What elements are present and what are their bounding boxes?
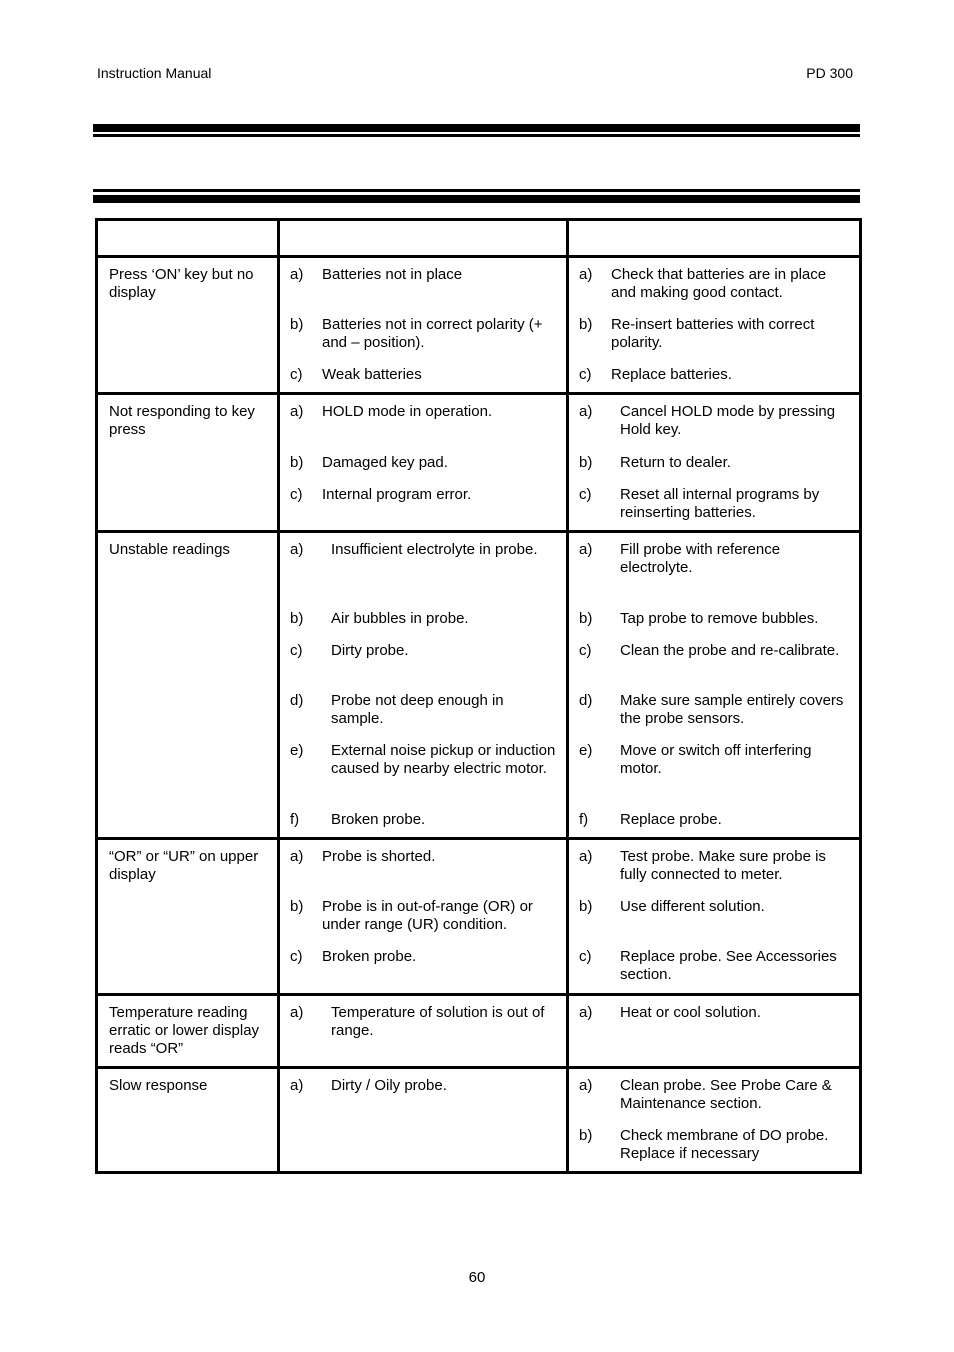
item-text: Dirty / Oily probe.	[331, 1077, 447, 1094]
item-text: Broken probe.	[331, 811, 426, 828]
list-item	[290, 948, 558, 993]
item-label: c)	[290, 486, 303, 503]
list-item	[579, 1004, 851, 1022]
cause-cell	[279, 995, 568, 1068]
item-text: Check membrane of DO probe. Replace if necessary	[620, 1127, 829, 1162]
list-item	[579, 1077, 851, 1127]
list-item	[290, 366, 558, 392]
item-label: d)	[290, 692, 304, 709]
item-label: a)	[579, 1004, 593, 1021]
item-label: a)	[290, 541, 304, 558]
item-text: Probe is in out-of-range (OR) or under range (UR) condition.	[322, 898, 533, 933]
section-rule-thin	[93, 189, 860, 192]
item-text: Temperature of solution is out of range.	[331, 1004, 545, 1039]
list-item	[579, 1127, 851, 1171]
item-label: b)	[579, 316, 593, 333]
list-item	[579, 742, 851, 811]
cause-cell	[279, 1068, 568, 1173]
item-label: a)	[579, 1077, 593, 1094]
list-item	[579, 811, 851, 837]
item-text: Tap probe to remove bubbles.	[620, 610, 819, 627]
item-text: Test probe. Make sure probe is fully connected to meter.	[620, 848, 826, 883]
header-solution	[568, 220, 861, 257]
list-item	[579, 692, 851, 742]
problem-cell: Press ‘ON’ key but no display	[97, 257, 279, 394]
page-header-right: PD 300	[806, 65, 853, 81]
section-rule-thick	[93, 195, 860, 203]
item-text: Reset all internal programs by reinserting batteries.	[620, 486, 820, 521]
item-label: a)	[290, 1077, 304, 1094]
item-text: Weak batteries	[322, 366, 422, 383]
header-cause	[279, 220, 568, 257]
item-label: a)	[290, 1004, 304, 1021]
cause-cell	[279, 532, 568, 839]
list-item	[579, 266, 851, 316]
list-item	[579, 403, 851, 454]
solution-cell	[568, 1068, 861, 1173]
item-label: c)	[579, 366, 592, 383]
list-item	[290, 403, 558, 454]
item-text: Replace probe.	[620, 811, 722, 828]
list-item	[290, 266, 558, 316]
solution-cell	[568, 995, 861, 1068]
list-item	[579, 642, 851, 692]
item-text: Batteries not in correct polarity (+ and – position).	[322, 316, 543, 351]
item-label: b)	[290, 316, 304, 333]
item-label: b)	[579, 898, 593, 915]
item-text: Clean the probe and re-calibrate.	[620, 642, 840, 659]
item-text: Heat or cool solution.	[620, 1004, 761, 1021]
solution-cell	[568, 257, 861, 394]
item-text: Check that batteries are in place and making good contact.	[611, 266, 827, 301]
item-label: b)	[579, 610, 593, 627]
item-label: c)	[290, 948, 303, 965]
item-label: a)	[579, 403, 593, 420]
list-item	[290, 1077, 558, 1127]
item-label: c)	[290, 642, 303, 659]
list-item	[290, 316, 558, 366]
list-item	[579, 316, 851, 366]
table-row	[97, 257, 861, 394]
item-text: Fill probe with reference electrolyte.	[620, 541, 781, 576]
item-text: Return to dealer.	[620, 454, 731, 471]
item-text: Batteries not in place	[322, 266, 463, 283]
table-row	[97, 1068, 861, 1173]
page-header-left: Instruction Manual	[97, 65, 212, 81]
list-item	[579, 541, 851, 610]
item-text: Replace batteries.	[611, 366, 732, 383]
list-item	[290, 898, 558, 948]
item-label: f)	[290, 811, 300, 828]
item-label: a)	[290, 266, 304, 283]
problem-cell: Temperature reading erratic or lower display reads “OR”	[97, 995, 279, 1068]
item-text: Clean probe. See Probe Care & Maintenance section.	[620, 1077, 832, 1112]
problem-cell: “OR” or “UR” on upper display	[97, 839, 279, 995]
item-text: Internal program error.	[322, 486, 472, 503]
solution-cell	[568, 839, 861, 995]
item-text: Move or switch off interfering motor.	[620, 742, 812, 777]
list-item	[290, 541, 558, 610]
item-text: Insufficient electrolyte in probe.	[331, 541, 538, 558]
list-item	[579, 848, 851, 898]
item-label: b)	[290, 454, 304, 471]
item-text: Cancel HOLD mode by pressing Hold key.	[620, 403, 836, 438]
problem-cell: Slow response	[97, 1068, 279, 1173]
item-label: a)	[290, 403, 304, 420]
item-label: b)	[579, 1127, 593, 1144]
list-item	[579, 366, 851, 392]
list-item	[579, 486, 851, 530]
header-problem	[97, 220, 279, 257]
list-item	[290, 692, 558, 742]
problem-cell: Unstable readings	[97, 532, 279, 839]
item-text: Dirty probe.	[331, 642, 409, 659]
list-item	[290, 642, 558, 692]
list-item	[290, 486, 558, 530]
cause-cell	[279, 394, 568, 532]
item-text: Replace probe. See Accessories section.	[620, 948, 837, 983]
item-label: e)	[579, 742, 593, 759]
item-label: c)	[290, 366, 303, 383]
item-label: a)	[579, 266, 593, 283]
problem-cell: Not responding to key press	[97, 394, 279, 532]
item-label: b)	[290, 898, 304, 915]
cause-cell	[279, 839, 568, 995]
page-number: 60	[468, 1269, 486, 1286]
item-text: Air bubbles in probe.	[331, 610, 469, 627]
item-label: a)	[579, 848, 593, 865]
list-item	[579, 948, 851, 993]
item-text: Damaged key pad.	[322, 454, 448, 471]
table-row	[97, 995, 861, 1068]
list-item	[290, 811, 558, 837]
list-item	[579, 454, 851, 486]
item-text: HOLD mode in operation.	[322, 403, 493, 420]
item-label: c)	[579, 486, 592, 503]
item-label: a)	[290, 848, 304, 865]
list-item	[290, 848, 558, 898]
list-item	[579, 898, 851, 948]
item-label: e)	[290, 742, 304, 759]
table-row	[97, 839, 861, 995]
table-row	[97, 394, 861, 532]
solution-cell	[568, 394, 861, 532]
item-text: Make sure sample entirely covers the probe sensors.	[620, 692, 844, 727]
table-row	[97, 532, 861, 839]
top-rule-thick	[93, 124, 860, 132]
troubleshooting-table	[95, 218, 862, 1174]
item-label: b)	[290, 610, 304, 627]
item-text: Broken probe.	[322, 948, 417, 965]
list-item	[290, 1004, 558, 1040]
item-label: d)	[579, 692, 593, 709]
list-item	[290, 610, 558, 642]
item-label: c)	[579, 948, 592, 965]
item-text: Re-insert batteries with correct polarity.	[611, 316, 815, 351]
cause-cell	[279, 257, 568, 394]
item-label: a)	[579, 541, 593, 558]
item-text: Probe not deep enough in sample.	[331, 692, 504, 727]
item-text: Use different solution.	[620, 898, 765, 915]
list-item	[290, 454, 558, 486]
item-label: f)	[579, 811, 589, 828]
item-label: b)	[579, 454, 593, 471]
list-item	[290, 742, 558, 811]
solution-cell	[568, 532, 861, 839]
item-text: Probe is shorted.	[322, 848, 436, 865]
table-header-row	[97, 220, 861, 257]
item-text: External noise pickup or induction caused by nearby electric motor.	[331, 742, 556, 777]
top-rule-thin	[93, 134, 860, 137]
item-label: c)	[579, 642, 592, 659]
list-item	[579, 610, 851, 642]
